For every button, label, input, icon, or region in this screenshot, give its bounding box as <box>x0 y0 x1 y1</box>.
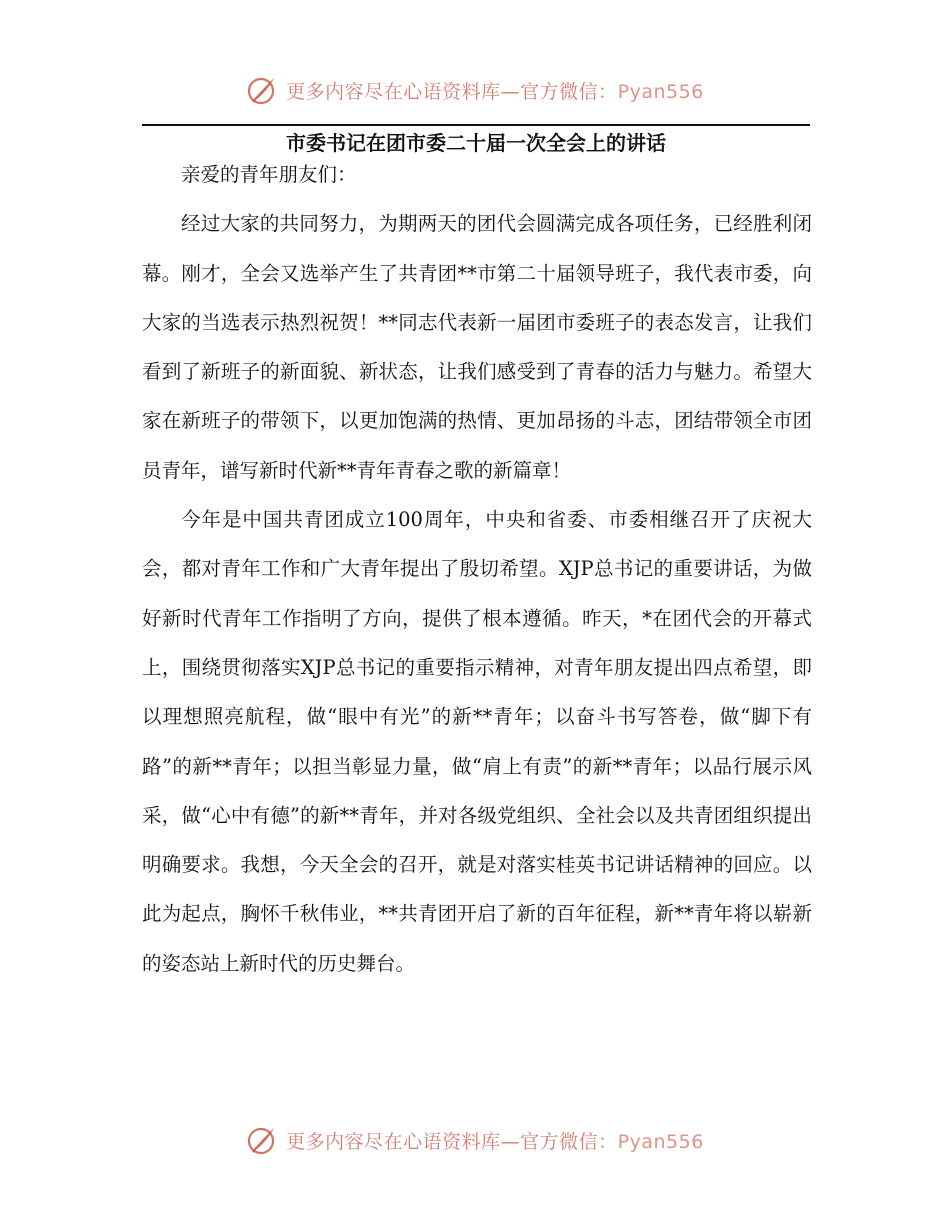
wechat-id: Pyan556 <box>617 1130 704 1153</box>
wechat-id: Pyan556 <box>617 80 704 103</box>
banner-text: 更多内容尽在心语资料库—官方微信：Pyan556 <box>286 1130 704 1153</box>
pen-quill-logo-icon <box>246 1124 278 1156</box>
footer-banner <box>0 1120 950 1160</box>
banner-text: 更多内容尽在心语资料库—官方微信：Pyan556 <box>286 80 704 103</box>
header-banner <box>0 70 950 110</box>
body-paragraph-2: 今年是中国共青团成立100周年，中央和省委、市委相继召开了庆祝大会，都对青年工作和广大青年提出了殷切希望。XJP总书记的重要讲话，为做好新时代青年工作指明了方向，提供了根本遵循。昨天，*在团代会的开幕式上，围绕贯彻落实XJP总书记的重要指示精神，对青年朋友提出四点希望，即以理想照亮航程，做“眼中有光”的新**青年；以奋斗书写答卷，做“脚下有路”的新**青年；以担当彰显力量，做“肩上有责”的新**青年；以品行展示风采，做“心中有德”的新**青年，并对各级党组织、全社会以及共青团组织提出明确要求。我想，今天全会的召开，就是对落实桂英书记讲话精神的回应。以此为起点，胸怀千秋伟业，**共青团开启了新的百年征程，新**青年将以崭新的姿态站上新时代的历史舞台。 <box>142 508 812 975</box>
greeting-paragraph: 亲爱的青年朋友们： <box>181 163 357 186</box>
pen-quill-logo-icon <box>246 74 278 106</box>
body-paragraph-1: 经过大家的共同努力，为期两天的团代会圆满完成各项任务，已经胜利闭幕。刚才，全会又选举产生了共青团**市第二十届领导班子，我代表市委，向大家的当选表示热烈祝贺！**同志代表新一届团市委班子的表态发言，让我们看到了新班子的新面貌、新状态，让我们感受到了青春的活力与魅力。希望大家在新班子的带领下，以更加饱满的热情、更加昂扬的斗志，团结带领全市团员青年，谱写新时代新**青年青春之歌的新篇章！ <box>142 212 812 482</box>
document-body <box>142 150 812 988</box>
page-title: 市委书记在团市委二十届一次全会上的讲话 <box>286 131 666 155</box>
